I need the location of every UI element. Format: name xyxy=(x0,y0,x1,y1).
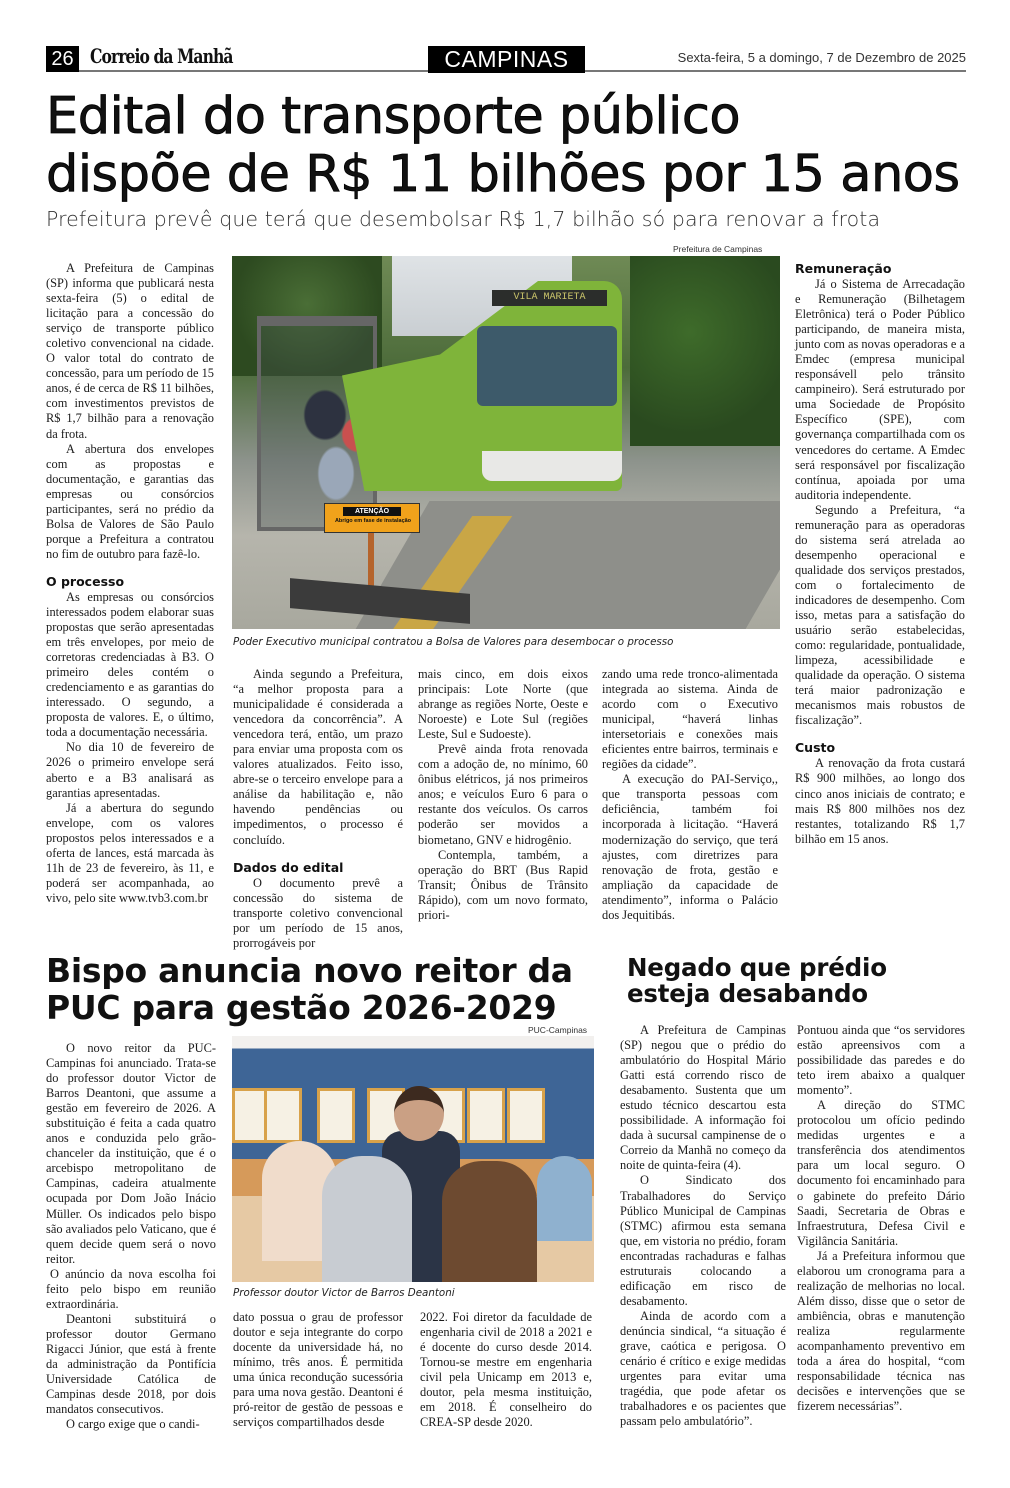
paragraph: A execução do PAI-Serviço,, que transporta pessoas com deficiência, também foi incorporada à licitação. “Haverá modernização do serviço, que terá ajustes, com diretrizes para renovação de frota, gestão e ampliação da capacidade de atendimento”, informa o Palácio dos Jequitibás. xyxy=(602,772,778,922)
paragraph-continuation: dato possua o grau de professor doutor e seja integrante do corpo docente da universidade há, no mínimo, três anos. É permitida uma única recondução sucessória para uma nova gestão. Deantoni é pró-reitor de gestão de pessoas e serviços compartilhados desde xyxy=(233,1310,403,1430)
paragraph: Ainda de acordo com a denúncia sindical, “a situação é grave, caótica e perigosa. O cenário é crítico e exige medidas urgentes para evitar uma tragédia, que pode afetar os trabalhadores e os pacientes que passam pelo ambulatório”. xyxy=(620,1308,786,1429)
paragraph: A renovação da frota custará R$ 900 milhões, ao longo dos cinco anos iniciais de contrato; e mais R$ 800 milhões nos dez restantes, totalizando R$ 1,7 bilhão em 15 anos. xyxy=(795,756,965,846)
paragraph: As empresas ou consórcios interessados podem elaborar suas propostas que serão apresentadas em três envelopes, por meio de corretoras credenciadas à B3. O primeiro deles contém o credenciamento e as garantias do interessado. O segundo, a proposta de valores. E, o último, toda a documentação necessária. xyxy=(46,589,214,740)
newspaper-name: Correio da Manhã xyxy=(90,44,233,68)
photo-caption: Poder Executivo municipal contratou a Bolsa de Valores para desembocar o processo xyxy=(233,636,674,648)
paragraph: O documento prevê a concessão do sistema de transporte coletivo convencional por um período de 15 anos, prorrogáveis por xyxy=(233,875,403,950)
photo-credit: Prefeitura de Campinas xyxy=(673,244,763,254)
paragraph: Prevê ainda frota renovada com a adoção de, no mínimo, 60 ônibus elétricos, já nos primeiros anos; e veículos Euro 6 para o restante dos veículos. Os carros poderão ser movidos a biometano, GNV e hidrogênio. xyxy=(418,742,588,847)
paragraph: Contempla, também, a operação do BRT (Bus Rapid Transit; Ônibus de Trânsito Rápido), com um novo formato, priori- xyxy=(418,847,588,922)
warning-sign-text: Abrigo em fase de instalação xyxy=(334,518,412,524)
puc-column-2 xyxy=(233,1310,403,1430)
section-label: CAMPINAS xyxy=(428,46,585,73)
main-column-4 xyxy=(602,667,778,923)
bus-destination-display: VILA MARIETA xyxy=(492,290,607,306)
paragraph: A Prefeitura de Campinas (SP) informa que publicará nesta sexta-feira (5) o edital de licitação para a concessão do serviço de transporte público coletivo convencional na cidade. O valor total do contrato de concessão, para um período de 15 anos, é de cerca de R$ 11 bilhões, com investimentos previstos de R$ 1,7 bilhão para a renovação da frota. xyxy=(46,261,214,441)
hospital-column-1 xyxy=(620,1023,786,1429)
wall-painting xyxy=(507,1088,545,1143)
wall-painting xyxy=(467,1088,505,1143)
subhead-custo: Custo xyxy=(795,740,836,756)
main-column-1 xyxy=(46,261,214,906)
paragraph: A abertura dos envelopes com as propostas e documentação, e garantias das empresas ou consórcios participantes, será no prédio da Bolsa de Valores de São Paulo porque a Prefeitura a contratou no fim de outubro para fazê-lo. xyxy=(46,441,214,561)
bus-photo xyxy=(232,256,780,629)
paragraph: A direção do STMC protocolou um ofício pedindo medidas urgentes e a transferência dos atendimentos para um local seguro. O documento foi encaminhado para o gabinete do prefeito Dário Saadi, Secretaria de Obras e Infraestrutura, Defesa Civil e Vigilância Sanitária. xyxy=(797,1098,965,1248)
paragraph: O Sindicato dos Trabalhadores do Serviço Público Municipal de Campinas (STMC) afirmou esta semana que, em vistoria no prédio, foram encontradas rachaduras e falhas estruturais colocando a edificação em risco de desabamento. xyxy=(620,1173,786,1308)
issue-date: Sexta-feira, 5 a domingo, 7 de Dezembro de 2025 xyxy=(677,50,966,65)
paragraph: No dia 10 de fevereiro de 2026 o primeiro envelope será aberto e a B3 analisará as garantias apresentadas. xyxy=(46,740,214,800)
main-headline xyxy=(46,88,986,204)
paragraph: O novo reitor da PUC-Campinas foi anunciado. Trata-se do professor doutor Victor de Barros Deantoni, que assume a gestão em fevereiro de 2026. A substituição é feita a cada quatro anos e conduzida pelo grão-chanceler da instituição, que é o arcebispo metropolitano de Campinas, cadeira atualmente ocupada por Dom João Inácio Müller. Os indicados pelo bispo são avaliados pelo Vaticano, que é quem decide quem será o novo reitor. xyxy=(46,1041,216,1266)
puc-headline-line1: Bispo anuncia novo reitor da xyxy=(46,951,573,990)
paragraph: Já a abertura do segundo envelope, com os valores propostos pelos interessados e a oferta de lances, está marcada às 11h de 23 de fevereiro, às 11, e poderá ser acompanhada, ao vivo, pelo site www.tvb3.com.br xyxy=(46,800,214,905)
photo-caption: Professor doutor Victor de Barros Deantoni xyxy=(233,1287,455,1299)
subhead-remuneracao: Remuneração xyxy=(795,261,892,276)
puc-column-1 xyxy=(46,1041,216,1432)
bus-windshield xyxy=(477,326,617,406)
page-number: 26 xyxy=(46,46,79,72)
main-headline-line2: dispõe de R$ 11 bilhões por 15 anos xyxy=(46,145,960,204)
main-column-2 xyxy=(233,667,403,951)
trees xyxy=(630,256,780,446)
rector-photo xyxy=(232,1036,594,1282)
puc-column-3 xyxy=(420,1310,592,1430)
audience-member xyxy=(442,1161,537,1282)
bus-bumper xyxy=(482,451,622,481)
hospital-column-2 xyxy=(797,1023,965,1414)
sign-post xyxy=(368,533,374,593)
wall-painting xyxy=(264,1088,302,1143)
main-column-5 xyxy=(795,261,965,847)
puc-headline xyxy=(46,952,573,1026)
paragraph: O cargo exige que o candi- xyxy=(66,1417,200,1432)
paragraph: Deantoni substituirá o professor doutor Germano Rigacci Júnior, que está à frente da administração da Pontifícia Universidade Católica de Campinas desde 2018, por dois mandatos consecutivos. xyxy=(46,1311,216,1417)
paragraph-continuation: 2022. Foi diretor da faculdade de engenharia civil de 2018 a 2021 e é docente do curso desde 2014. Tornou-se mestre em engenharia civil pela Unicamp em 2013 e, doutor, pela mesma instituição, em 2018. É conselheiro do CREA-SP desde 2020. xyxy=(420,1310,592,1430)
paragraph-continuation: mais cinco, em dois eixos principais: Lote Norte (que abrange as regiões Norte, Oeste e Noroeste) e Lote Sul (regiões Leste, Sul e Sudoeste). xyxy=(418,667,588,742)
puc-headline-line2: PUC para gestão 2026-2029 xyxy=(46,988,557,1027)
warning-sign-label: ATENÇÃO xyxy=(343,507,401,516)
masthead xyxy=(46,46,966,72)
main-subheadline: Prefeitura prevê que terá que desembolsar R$ 1,7 bilhão só para renovar a frota xyxy=(46,207,881,231)
hospital-headline-line1: Negado que prédio xyxy=(627,953,887,982)
subhead-o-processo: O processo xyxy=(46,573,125,589)
audience-member xyxy=(537,1156,592,1241)
warning-sign xyxy=(324,503,420,533)
hospital-headline xyxy=(627,955,887,1007)
paragraph: Já a Prefeitura informou que elaborou um cronograma para a realização de melhorias no local. Além disso, disse que o setor de ambiência, obras e manutenção realiza regularmente acompanhamento preventivo em toda a área do hospital, “com responsabilidade técnica nas decisões e intervenções que se fizerem necessárias”. xyxy=(797,1248,965,1414)
main-column-3 xyxy=(418,667,588,923)
paragraph: O anúncio da nova escolha foi feito pelo bispo em reunião extraordinária. xyxy=(46,1266,216,1311)
paragraph-continuation: zando uma rede tronco-alimentada integrada ao sistema. Ainda de acordo com o Executivo municipal, “haverá linhas intersetoriais e conexões mais eficientes entre bairros, terminais e regiões da cidade”. xyxy=(602,667,778,772)
paragraph: Segundo a Prefeitura, “a remuneração para as operadoras do sistema será atrelada ao desempenho operacional e qualidade dos serviços prestados, com o fortalecimento de indicadores de desempenho. Com isso, metas para a satisfação do usuário serão estabelecidas, como: regularidade, pontualidade, limpeza, acessibilidade e qualidade da operação. O sistema terá maior padronização e mecanismos mais robustos de fiscalização”. xyxy=(795,502,965,728)
main-headline-line1: Edital do transporte público xyxy=(46,87,741,146)
subhead-dados-do-edital: Dados do edital xyxy=(233,859,344,875)
rector-head xyxy=(394,1086,444,1141)
paragraph-continuation: Pontuou ainda que “os servidores estão apreensivos com a possibilidade das paredes e do teto irem abaixo a qualquer momento”. xyxy=(797,1023,965,1098)
audience-member xyxy=(322,1156,412,1282)
hospital-headline-line2: esteja desabando xyxy=(627,979,868,1008)
wall-painting xyxy=(317,1088,355,1143)
paragraph: A Prefeitura de Campinas (SP) negou que o prédio do ambulatório do Hospital Mário Gatti está correndo risco de desabamento. Sustenta que um estudo técnico descartou esta possibilidade. A informação foi dada à sucursal campinense de o Correio da Manhã no começo da noite de quinta-feira (4). xyxy=(620,1023,786,1173)
photo-credit: PUC-Campinas xyxy=(528,1025,588,1035)
paragraph: Já o Sistema de Arrecadação e Remuneração (Bilhetagem Eletrônica) terá o Poder Público participando, de maneira mista, junto com as novas operadoras e a Emdec (empresa municipal responsávell pelo trânsito campineiro). Será estruturado por uma Sociedade de Propósito Específico (SPE), com governança compartilhada com os vencedores do certame. A Emdec será responsável por fiscalização contínua, apoiada por uma auditoria independente. xyxy=(795,277,965,502)
paragraph: Ainda segundo a Prefeitura, “a melhor proposta para a municipalidade é considerada a vencedora da concorrência”. A vencedora terá, então, um prazo para enviar uma proposta com os valores atualizados. Feito isso, abre-se o terceiro envelope para a análise da habilitação e, não havendo pendências ou impedimentos, o processo é concluído. xyxy=(233,667,403,847)
